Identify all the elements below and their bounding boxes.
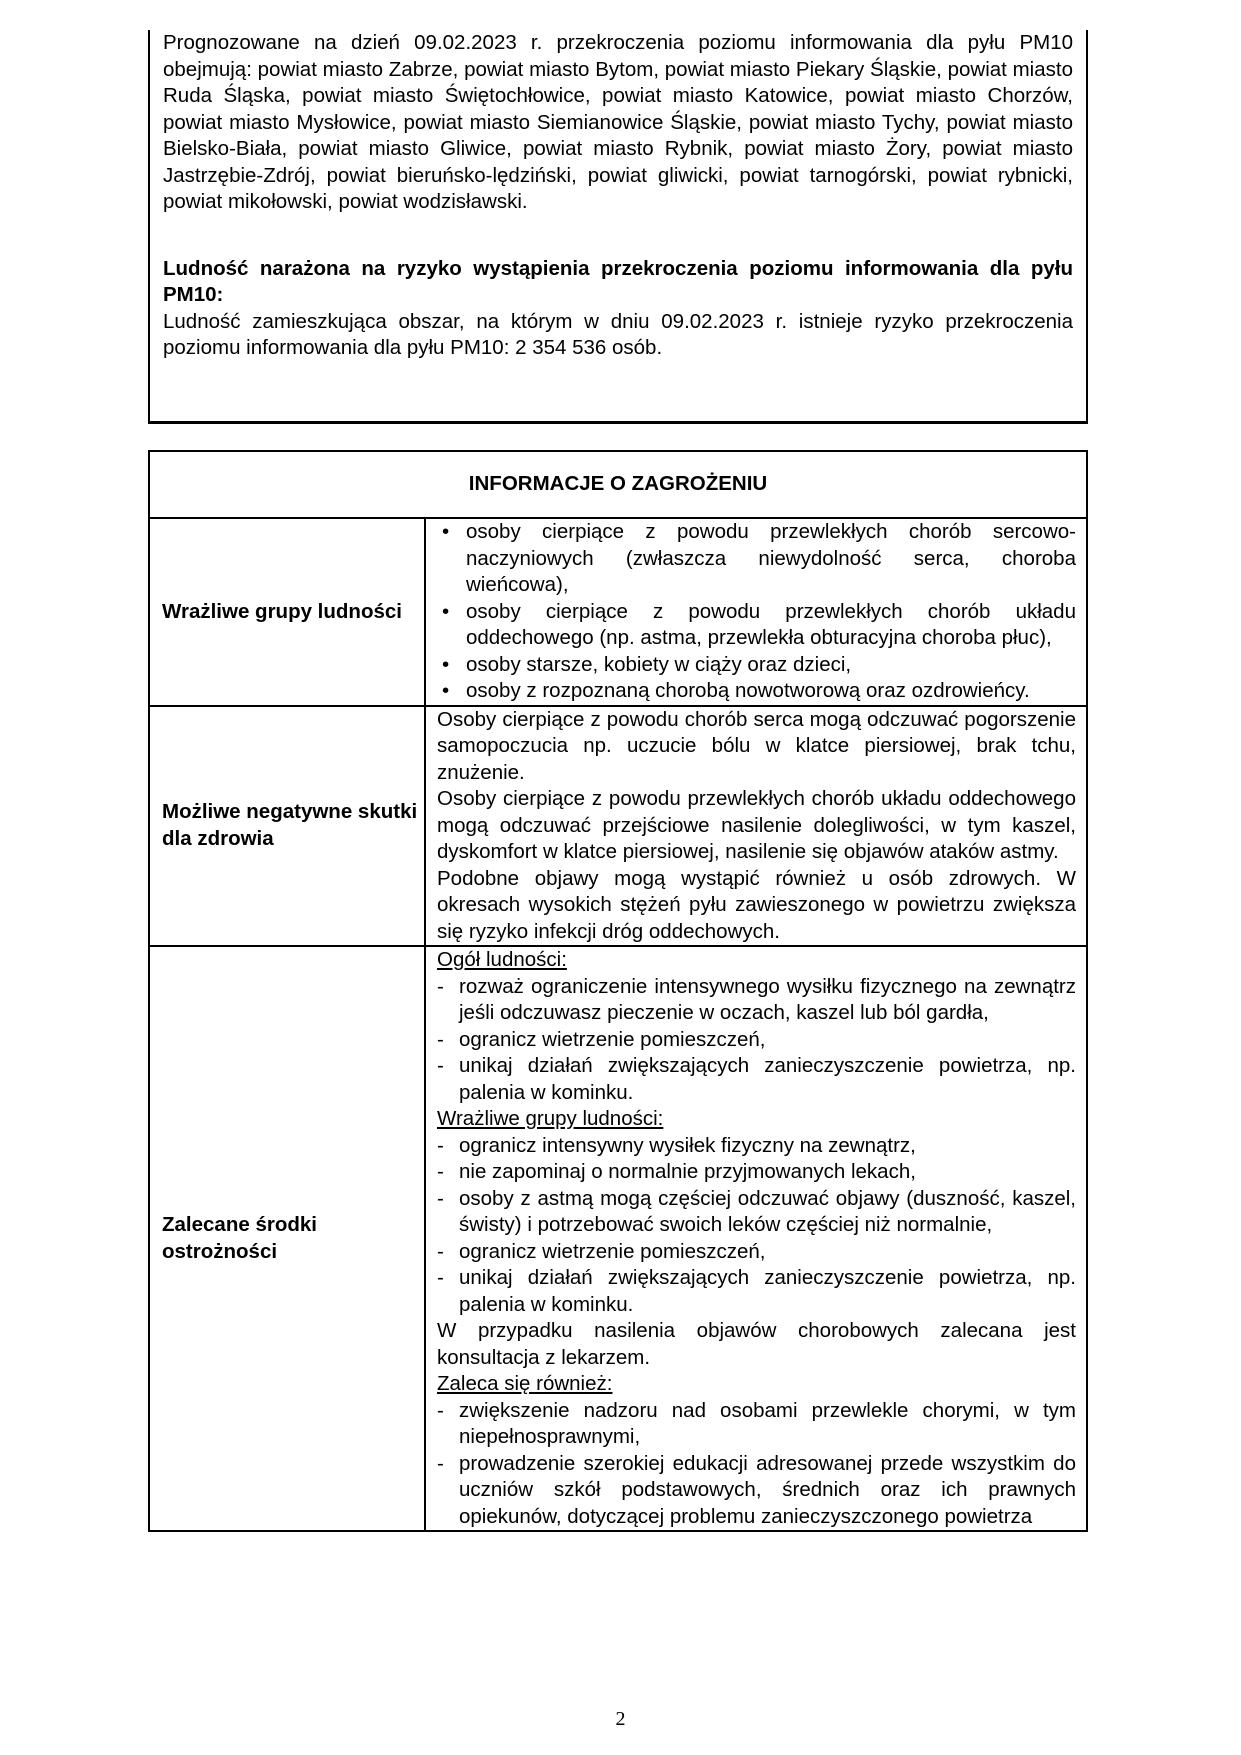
list-item: • osoby z rozpoznaną chorobą nowotworową oraz ozdrowieńcy. — [437, 678, 1076, 705]
dash-icon: - — [437, 1451, 444, 1475]
table-title: INFORMACJE O ZAGROŻENIU — [149, 451, 1087, 518]
population-heading: Ludność narażona na ryzyko wystąpienia przekroczenia poziomu informowania dla pyłu PM10: — [163, 256, 1073, 306]
list-item: - rozważ ograniczenie intensywnego wysiłku fizycznego na zewnątrz jeśli odczuwasz pieczenie w oczach, kaszel lub ból gardła, — [437, 974, 1076, 1024]
list-item: • osoby cierpiące z powodu przewlekłych chorób układu oddechowego (np. astma, przewlekła obturacyjna choroba płuc), — [442, 599, 1076, 649]
page-number: 2 — [615, 1708, 626, 1730]
bullet-icon: • — [442, 652, 450, 676]
also-recommended-list — [437, 1398, 1076, 1531]
list-item: - ogranicz wietrzenie pomieszczeń, — [437, 1239, 1076, 1266]
dash-icon: - — [437, 1186, 444, 1210]
list-item: - ogranicz wietrzenie pomieszczeń, — [437, 1027, 1076, 1054]
forecast-paragraph: Prognozowane na dzień 09.02.2023 r. przekroczenia poziomu informowania dla pyłu PM10 obejmują: powiat miasto Zabrze, powiat miasto Bytom, powiat miasto Piekary Śląskie, powiat miasto Ruda Śląska, powiat miasto Świętochłowice, powiat miasto Katowice, powiat miasto Chorzów, powiat miasto Mysłowice, powiat miasto Siemianowice Śląskie, powiat miasto Tychy, powiat miasto Bielsko-Biała, powiat miasto Gliwice, powiat miasto Rybnik, powiat miasto Żory, powiat miasto Jastrzębie-Zdrój, powiat bieruńsko-lędziński, powiat gliwicki, powiat tarnogórski, powiat rybnicki, powiat mikołowski, powiat wodzisławski. — [163, 31, 1073, 213]
dash-icon: - — [437, 1266, 444, 1289]
table-row-precautions — [149, 946, 1087, 1531]
list-item: - ogranicz intensywny wysiłek fizyczny na zewnątrz, — [437, 1133, 1076, 1160]
list-item: - unikaj działań zwiększających zanieczyszczenie powietrza, np. palenia w kominku. — [437, 1054, 1076, 1104]
list-item: - prowadzenie szerokiej edukacji adresowanej przede wszystkim do uczniów szkół podstawowych, średnich oraz ich prawnych opiekunów, dotyczącej problemu zanieczyszczonego powietrza — [437, 1451, 1076, 1528]
sensitive-precautions-list — [437, 1133, 1076, 1319]
effects-paragraph: Osoby cierpiące z powodu chorób serca mogą odczuwać pogorszenie samopoczucia np. uczucie bólu w klatce piersiowej, brak tchu, znużenie. — [437, 707, 1076, 784]
sensitive-groups-heading: Wrażliwe grupy ludności: — [437, 1107, 664, 1130]
dash-icon: - — [437, 1398, 444, 1422]
threat-info-table — [148, 450, 1088, 1532]
general-precautions-list — [437, 974, 1076, 1107]
row-content-effects — [425, 706, 1087, 947]
bullet-icon: • — [442, 599, 450, 623]
list-item: - zwiększenie nadzoru nad osobami przewlekle chorymi, w tym niepełnosprawnymi, — [437, 1398, 1076, 1448]
dash-icon: - — [437, 1239, 444, 1263]
dash-icon: - — [437, 1027, 444, 1051]
table-row-effects — [149, 706, 1087, 947]
population-text: Ludność zamieszkująca obszar, na którym w dniu 09.02.2023 r. istnieje ryzyko przekroczenia poziomu informowania dla pyłu PM10: 2 354 536 osób. — [163, 309, 1073, 359]
consultation-text: W przypadku nasilenia objawów chorobowych zalecana jest konsultacja z lekarzem. — [437, 1319, 1076, 1369]
bullet-icon: • — [442, 520, 450, 543]
list-item: - osoby z astmą mogą częściej odczuwać objawy (duszność, kaszel, świsty) i potrzebować swoich leków częściej niż normalnie, — [437, 1186, 1076, 1236]
row-content-precautions — [425, 946, 1087, 1531]
also-recommended-heading: Zaleca się również: — [437, 1372, 613, 1395]
row-label-vulnerable: Wrażliwe grupy ludności — [149, 518, 425, 706]
dash-icon: - — [437, 1133, 444, 1157]
list-item: - nie zapominaj o normalnie przyjmowanych lekach, — [437, 1159, 1076, 1186]
forecast-box — [148, 30, 1088, 424]
row-content-vulnerable — [425, 518, 1087, 706]
dash-icon: - — [437, 1054, 444, 1077]
dash-icon: - — [437, 974, 444, 998]
vulnerable-list — [437, 519, 1076, 705]
row-label-effects: Możliwe negatywne skutki dla zdrowia — [149, 706, 425, 947]
table-row-vulnerable — [149, 518, 1087, 706]
dash-icon: - — [437, 1160, 444, 1183]
bullet-icon: • — [442, 679, 450, 702]
effects-paragraph: Podobne objawy mogą wystąpić również u osób zdrowych. W okresach wysokich stężeń pyłu zawieszonego w powietrzu zwiększa się ryzyko infekcji dróg oddechowych. — [437, 866, 1076, 943]
list-item: • osoby cierpiące z powodu przewlekłych chorób sercowo-naczyniowych (zwłaszcza niewydolność serca, choroba wieńcowa), — [442, 520, 1076, 596]
list-item: • osoby starsze, kobiety w ciąży oraz dzieci, — [437, 652, 1076, 679]
row-label-precautions: Zalecane środki ostrożności — [149, 946, 425, 1531]
list-item: - unikaj działań zwiększających zanieczyszczenie powietrza, np. palenia w kominku. — [437, 1266, 1076, 1316]
general-population-heading: Ogół ludności: — [437, 948, 567, 971]
effects-paragraph: Osoby cierpiące z powodu przewlekłych chorób układu oddechowego mogą odczuwać przejściowe nasilenie dolegliwości, w tym kaszel, dyskomfort w klatce piersiowej, nasilenie się objawów ataków astmy. — [437, 787, 1076, 863]
